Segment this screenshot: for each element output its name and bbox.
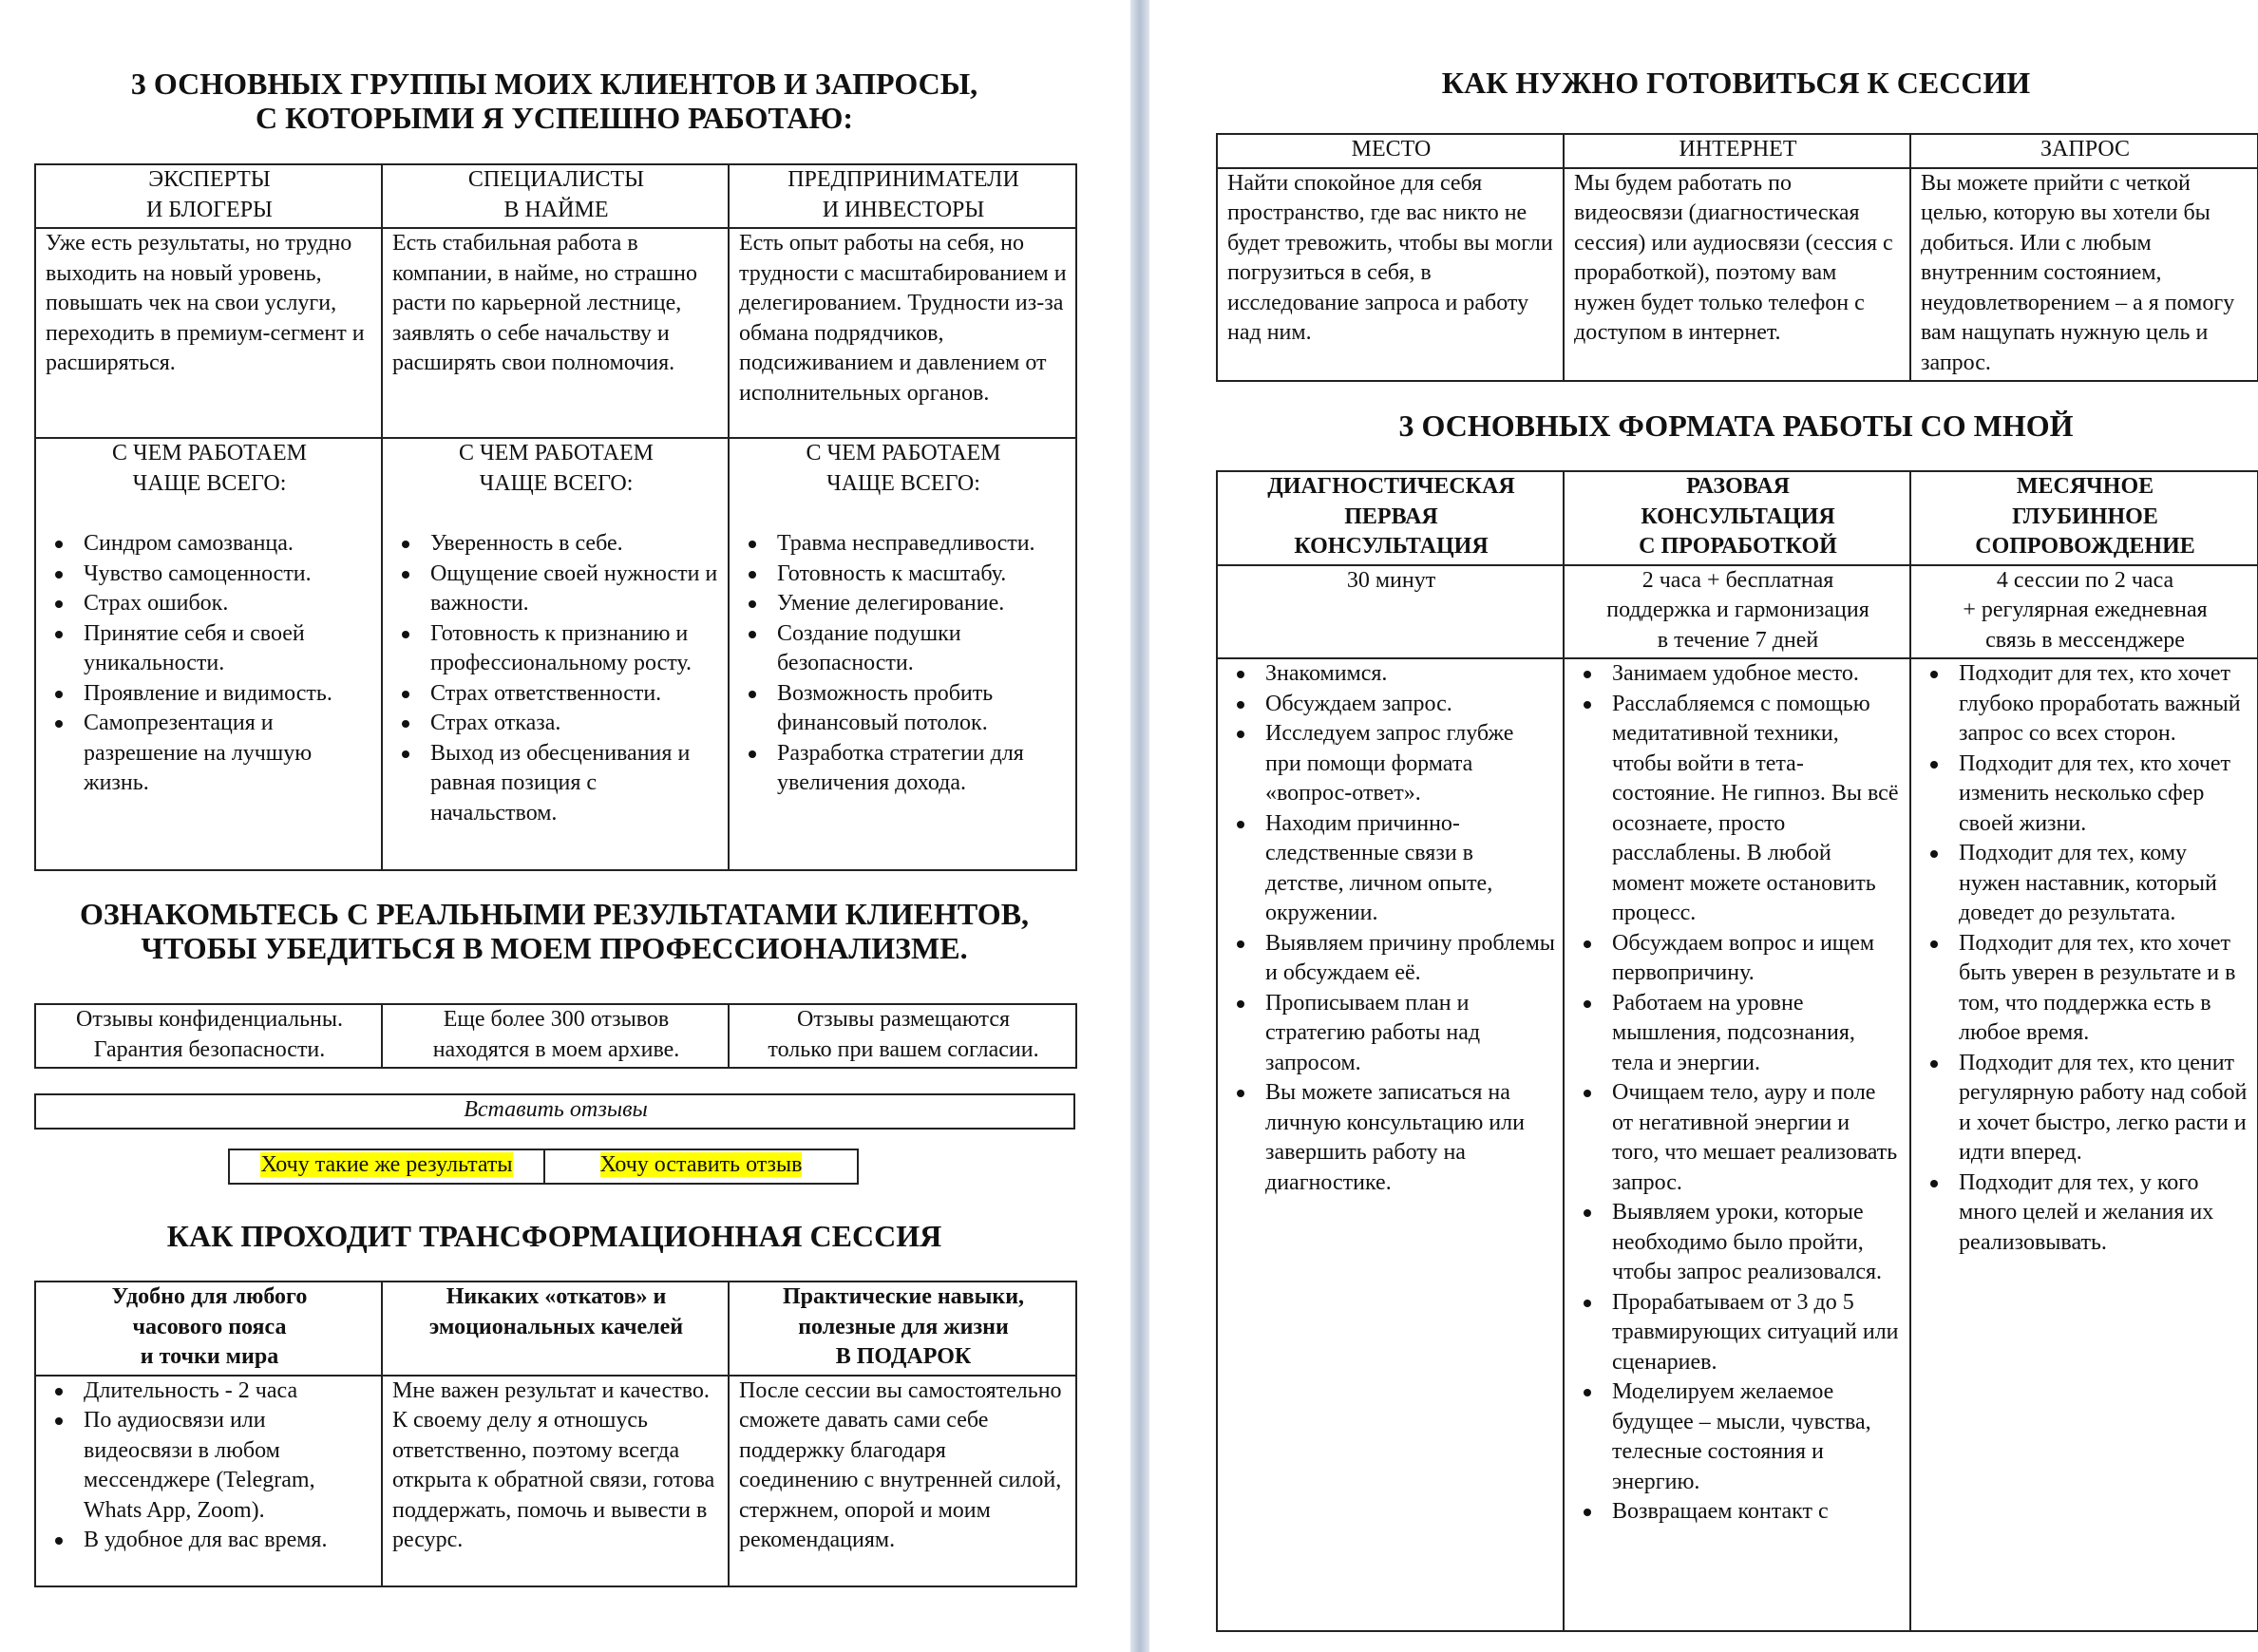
table-row <box>1217 658 2258 1631</box>
format-header-monthly: МЕСЯЧНОЕ ГЛУБИННОЕ СОПРОВОЖДЕНИЕ <box>1910 471 2258 565</box>
format-cell <box>1910 658 2258 1631</box>
work-list <box>739 529 1068 799</box>
list-item: Находим причинно-следственные связи в детстве, личном опыте, окружении. <box>1227 809 1555 929</box>
list-item: Длительность - 2 часа <box>46 1377 373 1407</box>
format-duration: 4 сессии по 2 часа + регулярная ежедневная связь в мессенджере <box>1910 565 2258 659</box>
list-item: Чувство самоценности. <box>46 560 373 590</box>
list-item: Готовность к признанию и профессиональному росту. <box>392 619 720 679</box>
leave-review-button[interactable] <box>545 1150 857 1183</box>
list-item: Подходит для тех, кто ценит регулярную работу над собой и хочет быстро, легко расти и идти вперед. <box>1921 1049 2249 1168</box>
list-item: Создание подушки безопасности. <box>739 619 1068 679</box>
table-row <box>35 228 1076 438</box>
list-item: Обсуждаем запрос. <box>1227 690 1555 720</box>
review-note: Отзывы конфиденциальны. Гарантия безопасности. <box>35 1004 382 1068</box>
list-item: Обсуждаем вопрос и ищем первопричину. <box>1574 929 1902 989</box>
table-row <box>1217 471 2258 565</box>
format-header-diagnostic: ДИАГНОСТИЧЕСКАЯ ПЕРВАЯ КОНСУЛЬТАЦИЯ <box>1217 471 1564 565</box>
prep-header-request: ЗАПРОС <box>1910 134 2258 168</box>
list-item: Синдром самозванца. <box>46 529 373 560</box>
list-item: Страх ошибок. <box>46 589 373 619</box>
reviews-notes-table <box>34 1003 1077 1069</box>
list-item: В удобное для вас время. <box>46 1526 373 1556</box>
group-work-cell <box>729 438 1076 870</box>
list-item: Выявляем уроки, которые необходимо было пройти, чтобы запрос реализовался. <box>1574 1198 1902 1288</box>
group-header-experts: ЭКСПЕРТЫ И БЛОГЕРЫ <box>35 164 382 228</box>
review-note: Еще более 300 отзывов находятся в моем архиве. <box>382 1004 729 1068</box>
session-cell: После сессии вы самостоятельно сможете давать сами себе поддержку благодаря соединению с внутренней силой, стержнем, опорой и моим рекомендациям. <box>729 1376 1076 1586</box>
list-item: Расслабляемся с помощью медитативной техники, чтобы войти в тета-состояние. Не гипноз. Вы всё осознаете, просто расслаблены. В любой момент можете остановить процесс. <box>1574 690 1902 929</box>
list-item: Подходит для тех, кто хочет изменить несколько сфер своей жизни. <box>1921 750 2249 840</box>
list-item: Работаем на уровне мышления, подсознания, тела и энергии. <box>1574 989 1902 1079</box>
work-title: С ЧЕМ РАБОТАЕМ ЧАЩЕ ВСЕГО: <box>459 441 654 496</box>
session-title: КАК ПРОХОДИТ ТРАНСФОРМАЦИОННАЯ СЕССИЯ <box>166 1219 942 1253</box>
formats-title: 3 ОСНОВНЫХ ФОРМАТА РАБОТЫ СО МНОЙ <box>1398 408 2074 443</box>
work-list <box>46 529 373 799</box>
list-item: Прорабатываем от 3 до 5 травмирующих ситуаций или сценариев. <box>1574 1288 1902 1378</box>
list-item: По аудиосвязи или видеосвязи в любом мессенджере (Telegram, Whats App, Zoom). <box>46 1406 373 1526</box>
list-item: Выход из обесценивания и равная позиция с начальством. <box>392 739 720 829</box>
list-item: Проявление и видимость. <box>46 679 373 710</box>
prep-title: КАК НУЖНО ГОТОВИТЬСЯ К СЕССИИ <box>1441 66 2031 100</box>
table-row <box>35 1376 1076 1586</box>
client-groups-table <box>34 163 1077 871</box>
group-description: Уже есть результаты, но трудно выходить на новый уровень, повышать чек на свои услуги, переходить в премиум-сегмент и расширяться. <box>35 228 382 438</box>
session-header: Удобно для любого часового пояса и точки мира <box>35 1282 382 1376</box>
review-note: Отзывы размещаются только при вашем согласии. <box>729 1004 1076 1068</box>
cta-buttons <box>228 1149 859 1185</box>
list-item: Подходит для тех, кому нужен наставник, который доведет до результата. <box>1921 839 2249 929</box>
reviews-placeholder-box <box>34 1093 1075 1130</box>
prep-text: Мы будем работать по видеосвязи (диагностическая сессия) или аудиосвязи (сессия с проработкой), поэтому вам нужен будет только телефон с доступом в интернет. <box>1564 168 1910 382</box>
table-row <box>35 1282 1076 1376</box>
prep-table <box>1216 133 2258 382</box>
group-header-entrepreneurs: ПРЕДПРИНИМАТЕЛИ И ИНВЕСТОРЫ <box>729 164 1076 228</box>
list-item: Выявляем причину проблемы и обсуждаем её. <box>1227 929 1555 989</box>
session-header: Никаких «откатов» и эмоциональных качелей <box>382 1282 729 1376</box>
results-title: ОЗНАКОМЬТЕСЬ С РЕАЛЬНЫМИ РЕЗУЛЬТАТАМИ КЛИЕНТОВ, ЧТОБЫ УБЕДИТЬСЯ В МОЕМ ПРОФЕССИОНАЛИЗМЕ. <box>79 897 1030 965</box>
format-duration: 2 часа + бесплатная поддержка и гармонизация в течение 7 дней <box>1564 565 1910 659</box>
list-item: Готовность к масштабу. <box>739 560 1068 590</box>
list-item: Исследуем запрос глубже при помощи формата «вопрос-ответ». <box>1227 719 1555 809</box>
list-item: Разработка стратегии для увеличения дохода. <box>739 739 1068 799</box>
format-header-single: РАЗОВАЯ КОНСУЛЬТАЦИЯ С ПРОРАБОТКОЙ <box>1564 471 1910 565</box>
session-table <box>34 1281 1077 1587</box>
leave-review-label: Хочу оставить отзыв <box>599 1152 803 1177</box>
format-list <box>1574 659 1902 1528</box>
want-results-button[interactable] <box>230 1150 545 1183</box>
table-row <box>35 1004 1076 1068</box>
want-results-label: Хочу такие же результаты <box>260 1152 513 1177</box>
reviews-placeholder: Вставить отзывы <box>35 1094 1074 1129</box>
group-header-specialists: СПЕЦИАЛИСТЫ В НАЙМЕ <box>382 164 729 228</box>
list-item: Моделируем желаемое будущее – мысли, чувства, телесные состояния и энергию. <box>1574 1377 1902 1497</box>
list-item: Самопрезентация и разрешение на лучшую жизнь. <box>46 709 373 799</box>
list-item: Возможность пробить финансовый потолок. <box>739 679 1068 739</box>
table-row <box>35 164 1076 228</box>
right-page <box>1149 0 2258 1652</box>
session-list <box>46 1377 373 1556</box>
prep-header-place: МЕСТО <box>1217 134 1564 168</box>
list-item: Вы можете записаться на личную консультацию или завершить работу на диагностике. <box>1227 1078 1555 1198</box>
list-item: Знакомимся. <box>1227 659 1555 690</box>
list-item: Принятие себя и своей уникальности. <box>46 619 373 679</box>
list-item: Подходит для тех, у кого много целей и желания их реализовывать. <box>1921 1168 2249 1259</box>
page-gap <box>1130 0 1149 1652</box>
list-item: Очищаем тело, ауру и поле от негативной энергии и того, что мешает реализовать запрос. <box>1574 1078 1902 1198</box>
group-description: Есть опыт работы на себя, но трудности с масштабированием и делегированием. Трудности из-за обмана подрядчиков, подсиживанием и давлением от исполнительных органов. <box>729 228 1076 438</box>
prep-header-internet: ИНТЕРНЕТ <box>1564 134 1910 168</box>
format-cell <box>1217 658 1564 1631</box>
work-list <box>392 529 720 828</box>
group-work-cell <box>35 438 382 870</box>
list-item: Подходит для тех, кто хочет глубоко проработать важный запрос со всех сторон. <box>1921 659 2249 750</box>
work-title: С ЧЕМ РАБОТАЕМ ЧАЩЕ ВСЕГО: <box>806 441 1001 496</box>
table-row <box>1217 134 2258 168</box>
prep-text: Вы можете прийти с четкой целью, которую вы хотели бы добиться. Или с любым внутренним состоянием, неудовлетворением – а я помогу вам нащупать нужную цель и запрос. <box>1910 168 2258 382</box>
list-item: Ощущение своей нужности и важности. <box>392 560 720 619</box>
group-work-cell <box>382 438 729 870</box>
format-duration: 30 минут <box>1217 565 1564 659</box>
session-cell: Мне важен результат и качество. К своему делу я отношусь ответственно, поэтому всегда открыта к обратной связи, готова поддержать, помочь и вывести в ресурс. <box>382 1376 729 1586</box>
table-row <box>35 1094 1074 1129</box>
list-item: Возвращаем контакт с <box>1574 1497 1902 1528</box>
format-list <box>1921 659 2249 1258</box>
list-item: Прописываем план и стратегию работы над запросом. <box>1227 989 1555 1079</box>
clients-title: 3 ОСНОВНЫХ ГРУППЫ МОИХ КЛИЕНТОВ И ЗАПРОСЫ, С КОТОРЫМИ Я УСПЕШНО РАБОТАЮ: <box>130 66 978 135</box>
table-row <box>1217 168 2258 382</box>
work-title: С ЧЕМ РАБОТАЕМ ЧАЩЕ ВСЕГО: <box>112 441 307 496</box>
session-cell <box>35 1376 382 1586</box>
table-row <box>1217 565 2258 659</box>
formats-table <box>1216 470 2258 1632</box>
format-cell <box>1564 658 1910 1631</box>
table-row <box>35 438 1076 870</box>
list-item: Подходит для тех, кто хочет быть уверен в результате и в том, что поддержка есть в любое время. <box>1921 929 2249 1049</box>
list-item: Уверенность в себе. <box>392 529 720 560</box>
list-item: Страх отказа. <box>392 709 720 739</box>
list-item: Умение делегирование. <box>739 589 1068 619</box>
prep-text: Найти спокойное для себя пространство, где вас никто не будет тревожить, чтобы вы могли погрузиться в себя, в исследование запроса и работу над ним. <box>1217 168 1564 382</box>
list-item: Страх ответственности. <box>392 679 720 710</box>
session-header: Практические навыки, полезные для жизни В ПОДАРОК <box>729 1282 1076 1376</box>
group-description: Есть стабильная работа в компании, в найме, но страшно расти по карьерной лестнице, заявлять о себе начальству и расширять свои полномочия. <box>382 228 729 438</box>
format-list <box>1227 659 1555 1198</box>
list-item: Занимаем удобное место. <box>1574 659 1902 690</box>
list-item: Травма несправедливости. <box>739 529 1068 560</box>
